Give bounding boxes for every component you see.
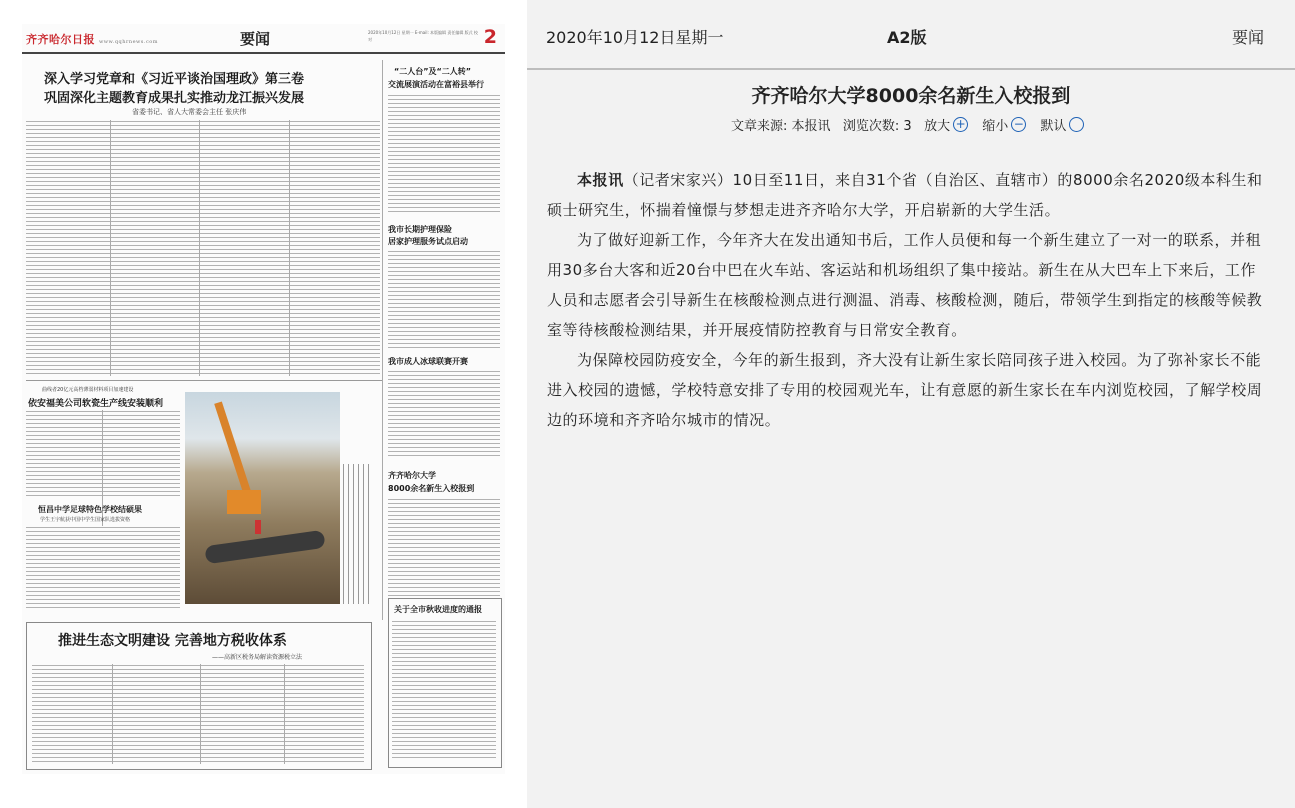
bottom-feature-text	[32, 664, 364, 764]
article-area-mid-left[interactable]: 依安福美公司软瓷生产线安装顺利	[28, 399, 164, 409]
article-title: 齐齐哈尔大学8000余名新生入校报到	[751, 85, 1071, 107]
article-area-main-headline-2[interactable]: 巩固深化主题教育成果扎实推动龙江振兴发展	[44, 91, 305, 106]
column-divider	[110, 120, 111, 376]
mid-left-text	[26, 410, 180, 498]
right-story-3-text	[388, 370, 500, 458]
section-label: 要闻	[1232, 28, 1265, 47]
article-lead: 本报讯	[577, 171, 624, 189]
photo-excavator-cab	[227, 490, 261, 514]
article-body	[547, 165, 1265, 435]
mid-left-kicker: 曲线者20亿元高档薄弱材料项目加速建设	[42, 387, 134, 393]
column-divider	[382, 60, 383, 620]
news-photo[interactable]	[185, 392, 340, 604]
column-divider	[284, 664, 285, 764]
article-area-right-3[interactable]: 我市成人冰球联赛开赛	[388, 357, 468, 366]
issue-date: 2020年10月12日星期一	[546, 28, 724, 47]
article-info-bar	[731, 115, 1094, 134]
photo-pipe	[204, 530, 325, 565]
article-area-right-2b[interactable]: 居家护理服务试点启动	[388, 237, 468, 246]
newspaper-meta: 2020年10月12日 星期一 E-mail: 本版编辑 责任编辑 版式 校对	[368, 30, 478, 42]
zoom-in-label: 放大	[924, 119, 951, 134]
column-divider	[199, 120, 200, 376]
article-paragraph-1	[547, 165, 1265, 225]
article-area-right-4b[interactable]: 8000余名新生入校报到	[388, 484, 475, 493]
article-paragraph-3: 为保障校园防疫安全，今年的新生报到，齐大没有让新生家长陪同孩子进入校园。为了弥补家长不能进入校园的遗憾，学校特意安排了专用的校园观光车，让有意愿的新生家长在车内浏览校园，了解学校周边的环境和齐齐哈尔城市的情况。	[547, 351, 1263, 429]
default-size-label: 默认	[1040, 119, 1067, 134]
zoom-out-label: 缩小	[982, 119, 1009, 134]
lower-left-sub: 学生王宇航获中国中学生国家队选拔资格	[40, 517, 131, 523]
article-p1-text: （记者宋家兴）10日至11日，来自31个省（自治区、直辖市）的8000余名2020级本科生和硕士研究生，怀揣着憧憬与梦想走进齐齐哈尔大学，开启崭新的大学生活。	[547, 171, 1263, 219]
article-area-right-1b[interactable]: 交流展演活动在富裕县举行	[388, 80, 484, 89]
bottom-feature-sub: ——高新区税务局解读资源税立法	[212, 654, 303, 661]
column-divider	[289, 120, 290, 376]
article-paragraph-2: 为了做好迎新工作，今年齐大在发出通知书后，工作人员便和每一个新生建立了一对一的联系，并租用30多台大客和近20台中巴在火车站、客运站和机场组织了集中接站。新生在从大巴车上下来后，工作人员和志愿者会引导新生在核酸检测点进行测温、消毒、核酸检测，随后，带领学生到指定的核酸等候教室等待核酸检测结果，并开展疫情防控教育与日常安全教育。	[547, 231, 1263, 339]
article-area-lower-left[interactable]: 恒昌中学足球特色学校结硕果	[38, 505, 142, 514]
edition-label: A2版	[887, 28, 927, 47]
article-area-right-2a[interactable]: 我市长期护理保险	[388, 225, 452, 234]
column-divider	[200, 664, 201, 764]
column-divider	[112, 664, 113, 764]
article-area-main-headline-1[interactable]: 深入学习党章和《习近平谈治国理政》第三卷	[44, 72, 305, 87]
article-area-notice[interactable]: 关于全市秋收进度的通报	[394, 605, 482, 614]
lower-left-text	[26, 526, 180, 610]
main-article-text	[26, 120, 380, 376]
zoom-out-icon[interactable]: −	[1011, 117, 1026, 132]
article-source: 文章来源: 本报讯	[731, 119, 831, 134]
header-divider	[527, 68, 1295, 70]
newspaper-section-title: 要闻	[240, 30, 271, 48]
article-area-right-1a[interactable]: “二人台”及“二人转”	[394, 67, 472, 76]
photo-caption	[342, 464, 369, 604]
main-headline-byline: 省委书记、省人大常委会主任 张庆伟	[132, 108, 247, 116]
notice-text	[392, 620, 496, 760]
article-header-bar	[527, 0, 1295, 68]
newspaper-page-panel	[0, 0, 527, 808]
article-area-bottom[interactable]: 推进生态文明建设 完善地方税收体系	[58, 633, 287, 649]
article-views: 浏览次数: 3	[842, 119, 912, 134]
right-story-4-text	[388, 498, 500, 598]
article-area-right-4a[interactable]: 齐齐哈尔大学	[388, 471, 436, 480]
newspaper-masthead	[22, 24, 505, 54]
zoom-in-icon[interactable]: +	[953, 117, 968, 132]
right-story-1-text	[388, 94, 500, 214]
default-size-icon[interactable]	[1069, 117, 1084, 132]
section-divider	[26, 380, 382, 381]
newspaper-page-number: 2	[483, 26, 497, 48]
photo-worker	[255, 520, 261, 534]
newspaper-logo: 齐齐哈尔日报 www.qqhrnews.com	[26, 33, 159, 46]
right-story-2-text	[388, 250, 500, 350]
newspaper-page-image[interactable]	[22, 24, 505, 774]
article-panel	[527, 0, 1295, 808]
